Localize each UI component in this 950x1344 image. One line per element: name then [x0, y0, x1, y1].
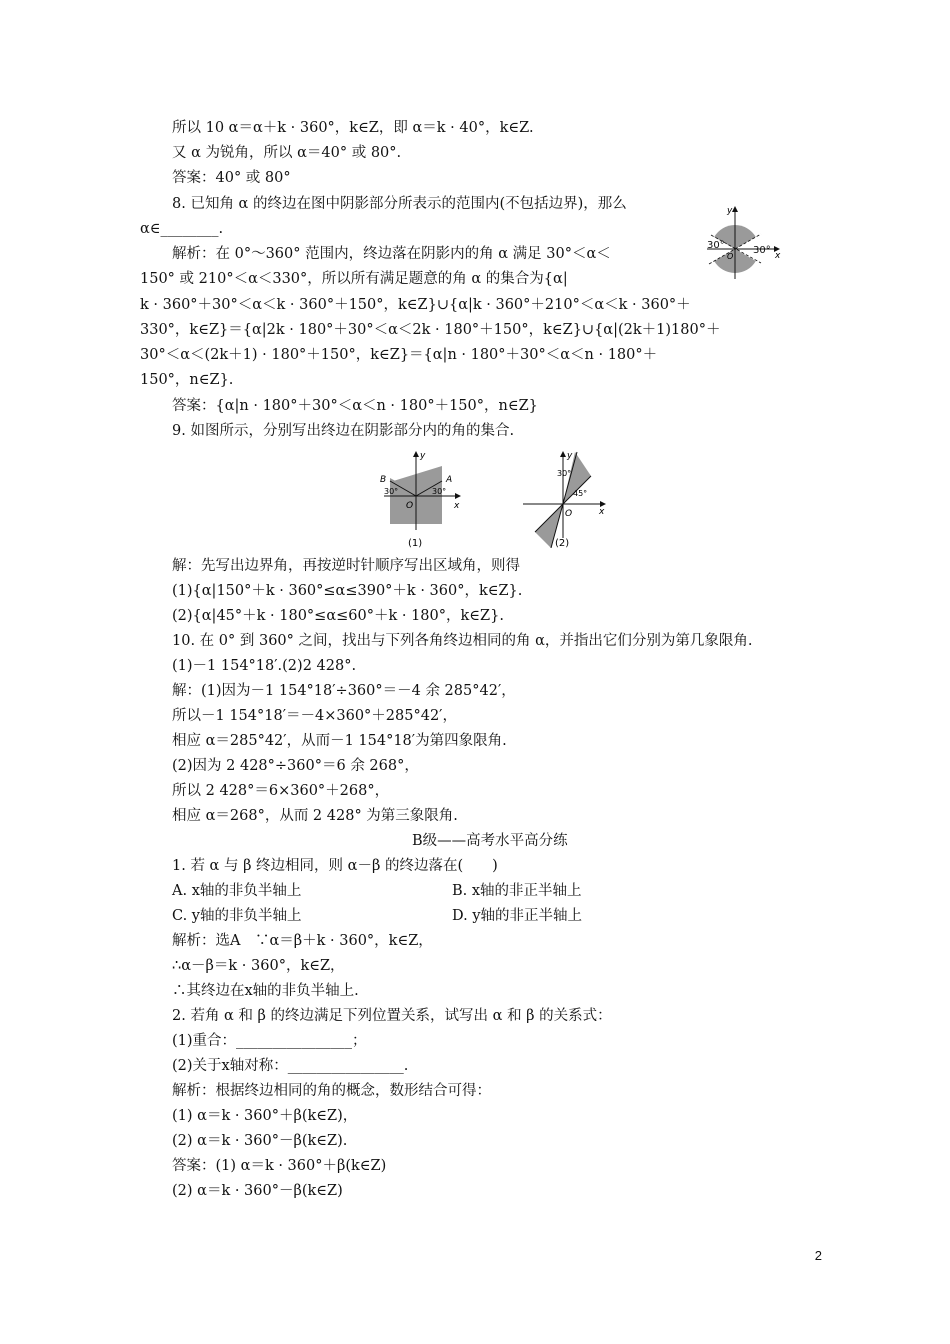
text-line: 答案：(1) α＝k · 360°＋β(k∈Z)	[172, 1158, 387, 1174]
point-label-a: A	[446, 475, 453, 485]
text-line: B. x轴的非正半轴上	[452, 883, 582, 899]
origin-label: O	[406, 501, 414, 511]
text-line: ∴其终边在x轴的非负半轴上.	[172, 983, 359, 999]
figure-problem-9-1	[370, 448, 470, 548]
text-line: 9. 如图所示，分别写出终边在阴影部分内的角的集合.	[172, 423, 515, 439]
angle-label-45: 45°	[573, 489, 588, 498]
text-line: 150° 或 210°＜α＜330°，所以所有满足题意的角 α 的集合为{α|	[140, 271, 568, 287]
text-line: (1)－1 154°18′.(2)2 428°.	[172, 658, 357, 674]
text-line: 相应 α＝285°42′，从而－1 154°18′为第四象限角.	[172, 733, 507, 749]
origin-label: O	[565, 509, 573, 519]
text-line: k · 360°＋30°＜α＜k · 360°＋150°，k∈Z}∪{α|k · 360°＋210°＜α＜k · 360°＋	[140, 297, 691, 313]
angle-label-right: 30°	[432, 487, 447, 496]
axis-label-y: y	[727, 206, 733, 216]
text-line: (2)因为 2 428°÷360°＝6 余 268°，	[172, 758, 419, 774]
text-line: 150°，n∈Z}.	[140, 372, 234, 388]
figure-problem-8	[705, 203, 785, 283]
axis-label-y: y	[567, 451, 573, 461]
origin-label: O	[727, 252, 734, 261]
text-line: (2){α|45°＋k · 180°≤α≤60°＋k · 180°，k∈Z}.	[172, 608, 504, 624]
text-line: A. x轴的非负半轴上	[172, 883, 302, 899]
figure-problem-9-2	[515, 448, 615, 548]
text-line: 解析：选A ∵α＝β＋k · 360°，k∈Z，	[172, 933, 433, 949]
angle-label-left: 30°	[707, 240, 725, 251]
text-line: C. y轴的非负半轴上	[172, 908, 302, 924]
text-line: (1){α|150°＋k · 360°≤α≤390°＋k · 360°，k∈Z}.	[172, 583, 523, 599]
text-line: 所以－1 154°18′＝－4×360°＋285°42′，	[172, 708, 457, 724]
point-label-b: B	[380, 475, 387, 485]
axis-label-x: x	[454, 501, 460, 511]
angle-label-left: 30°	[384, 487, 399, 496]
figure-caption: (2)	[555, 538, 570, 548]
text-line: 答案：40° 或 80°	[172, 170, 291, 186]
text-line: 30°＜α＜(2k＋1) · 180°＋150°，k∈Z}＝{α|n · 180°＋30°＜α＜n · 180°＋	[140, 347, 658, 363]
text-line: (2) α＝k · 360°－β(k∈Z).	[172, 1133, 348, 1149]
text-line: 10. 在 0° 到 360° 之间，找出与下列各角终边相同的角 α，并指出它们分别为第几象限角.	[172, 633, 753, 649]
figure-caption: (1)	[408, 538, 423, 548]
text-line: D. y轴的非正半轴上	[452, 908, 583, 924]
text-line: 所以 2 428°＝6×360°＋268°，	[172, 783, 390, 799]
text-line: (1)重合：________________；	[172, 1033, 367, 1049]
angle-label-30: 30°	[557, 469, 572, 478]
angle-label-right: 30°	[753, 245, 771, 256]
text-line: 解：(1)因为－1 154°18′÷360°＝－4 余 285°42′，	[172, 683, 516, 699]
text-line: ∴α－β＝k · 360°，k∈Z，	[172, 958, 345, 974]
text-line: 又 α 为锐角，所以 α＝40° 或 80°.	[172, 145, 402, 161]
text-line: 解析：在 0°～360° 范围内，终边落在阴影内的角 α 满足 30°＜α＜	[172, 246, 611, 262]
text-line: (1) α＝k · 360°＋β(k∈Z)，	[172, 1108, 358, 1124]
text-line: 1. 若 α 与 β 终边相同，则 α－β 的终边落在( )	[172, 858, 498, 874]
text-line: 2. 若角 α 和 β 的终边满足下列位置关系，试写出 α 和 β 的关系式：	[172, 1008, 612, 1024]
text-line: 330°，k∈Z}＝{α|2k · 180°＋30°＜α＜2k · 180°＋150°，k∈Z}∪{α|(2k＋1)180°＋	[140, 322, 721, 338]
text-line: α∈________.	[140, 221, 224, 237]
page-number: 2	[814, 1248, 822, 1263]
text-line: 8. 已知角 α 的终边在图中阴影部分所表示的范围内(不包括边界)，那么	[172, 196, 627, 212]
axis-label-x: x	[775, 251, 781, 261]
text-line: 解：先写出边界角，再按逆时针顺序写出区域角，则得	[172, 558, 520, 574]
text-line: (2) α＝k · 360°－β(k∈Z)	[172, 1183, 343, 1199]
text-line: 解析：根据终边相同的角的概念，数形结合可得：	[172, 1083, 491, 1099]
text-line: B级——高考水平高分练	[412, 833, 568, 849]
text-line: 所以 10 α＝α＋k · 360°，k∈Z，即 α＝k · 40°，k∈Z.	[172, 120, 534, 136]
text-line: 相应 α＝268°，从而 2 428° 为第三象限角.	[172, 808, 458, 824]
text-line: (2)关于x轴对称：________________.	[172, 1058, 409, 1074]
text-line: 答案：{α|n · 180°＋30°＜α＜n · 180°＋150°，n∈Z}	[172, 398, 538, 414]
axis-label-y: y	[420, 451, 426, 461]
axis-label-x: x	[599, 507, 605, 517]
